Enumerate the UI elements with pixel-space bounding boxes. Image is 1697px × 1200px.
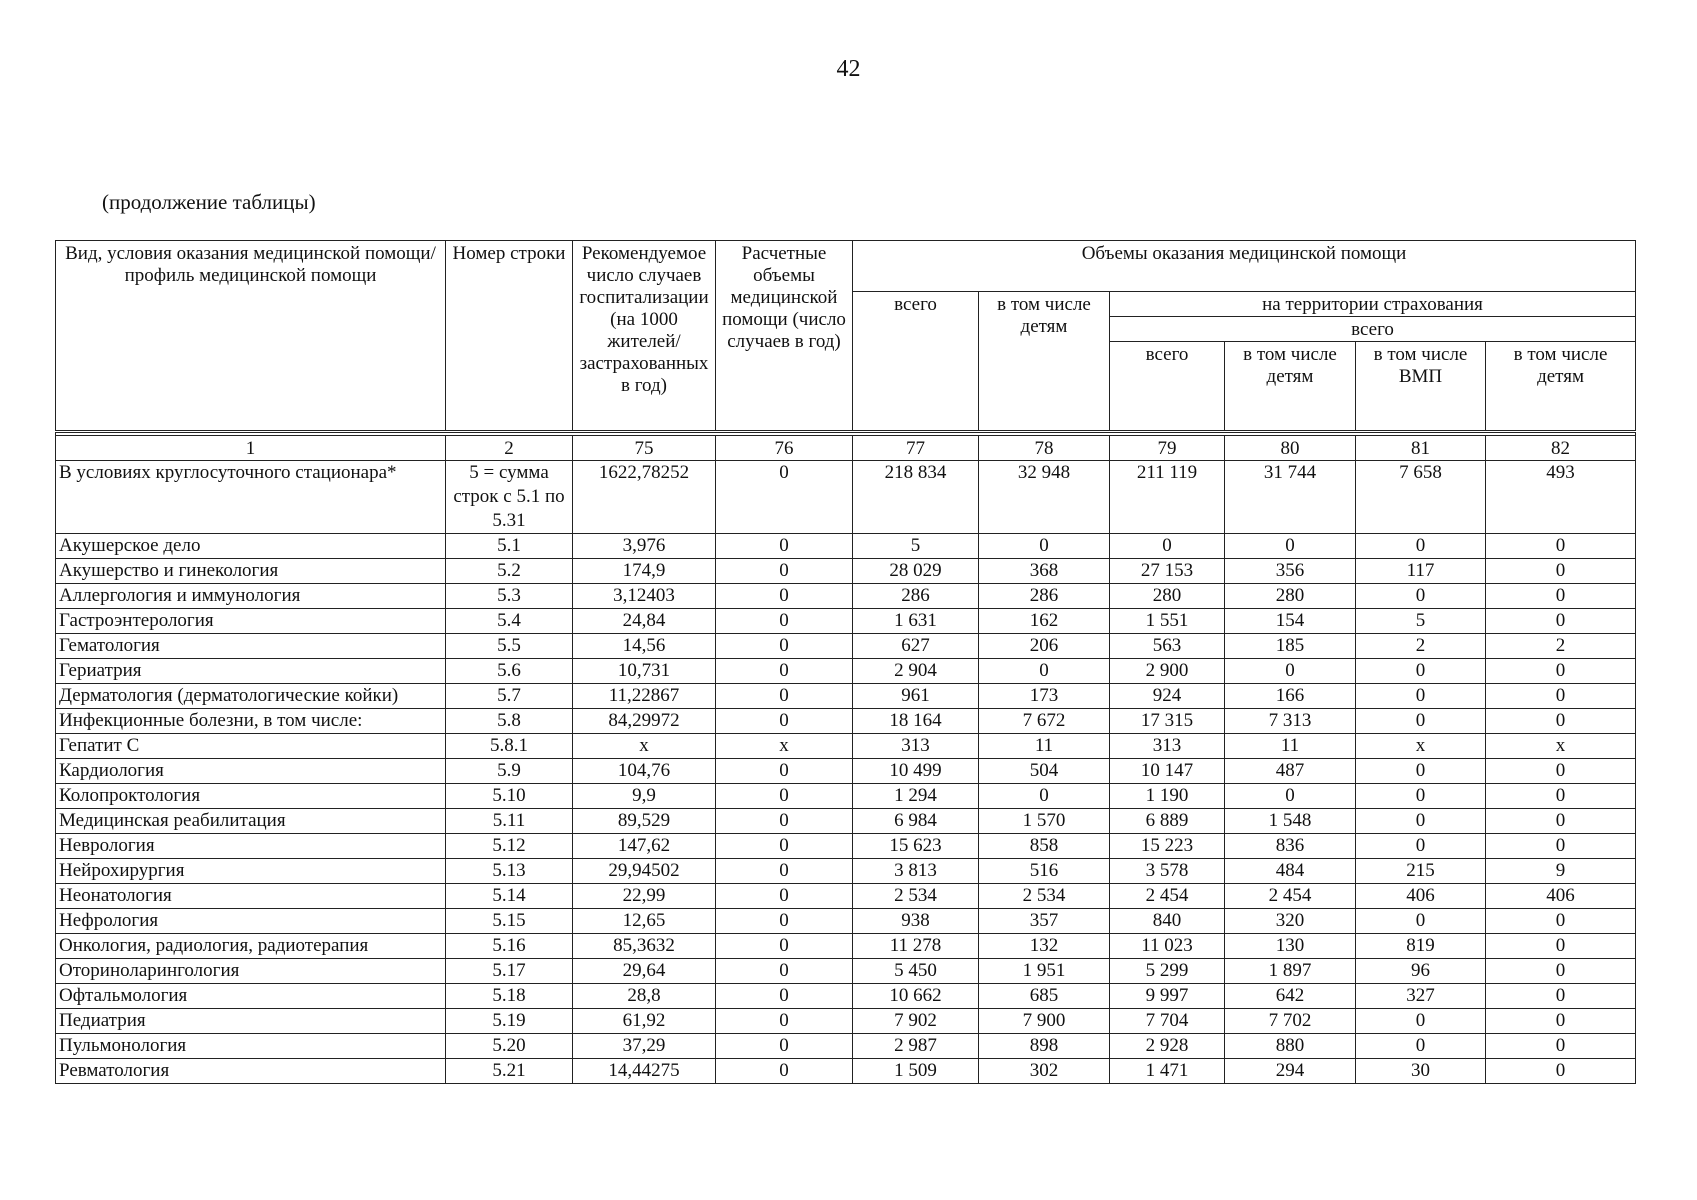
table-row bbox=[56, 734, 1636, 759]
table-row bbox=[56, 684, 1636, 709]
header-volumes: Объемы оказания медицинской помощи bbox=[853, 241, 1636, 292]
table-cell: 162 bbox=[979, 609, 1110, 634]
table-cell: 0 bbox=[1486, 809, 1636, 834]
table-cell: 5 bbox=[1356, 609, 1486, 634]
table-cell: 327 bbox=[1356, 984, 1486, 1009]
table-cell: 280 bbox=[1110, 584, 1225, 609]
table-cell: 0 bbox=[1225, 784, 1356, 809]
table-cell: 0 bbox=[716, 609, 853, 634]
table-cell: 0 bbox=[1356, 709, 1486, 734]
table-cell: 484 bbox=[1225, 859, 1356, 884]
table-cell: 5.5 bbox=[446, 634, 573, 659]
table-cell: 5 bbox=[853, 534, 979, 559]
table-row bbox=[56, 1034, 1636, 1059]
row-label: Оториноларингология bbox=[56, 959, 446, 984]
table-cell: 504 bbox=[979, 759, 1110, 784]
table-cell: 84,29972 bbox=[573, 709, 716, 734]
table-row bbox=[56, 584, 1636, 609]
table-row bbox=[56, 984, 1636, 1009]
table-cell: 6 984 bbox=[853, 809, 979, 834]
row-label: Гепатит С bbox=[56, 734, 446, 759]
table-cell: 286 bbox=[979, 584, 1110, 609]
table-body bbox=[56, 461, 1636, 1084]
table-cell: 18 164 bbox=[853, 709, 979, 734]
row-label: Нефрология bbox=[56, 909, 446, 934]
row-label: В условиях круглосуточного стационара* bbox=[56, 461, 446, 534]
table-cell: 493 bbox=[1486, 461, 1636, 534]
table-cell: 0 bbox=[979, 534, 1110, 559]
table-cell: 7 900 bbox=[979, 1009, 1110, 1034]
column-number: 80 bbox=[1225, 436, 1356, 461]
table-cell: 166 bbox=[1225, 684, 1356, 709]
table-cell: 5 299 bbox=[1110, 959, 1225, 984]
table-cell: 0 bbox=[716, 584, 853, 609]
table-cell: 938 bbox=[853, 909, 979, 934]
table-cell: 1 551 bbox=[1110, 609, 1225, 634]
header-type: Вид, условия оказания медицинской помощи/ профиль медицинской помощи bbox=[56, 241, 446, 432]
table-cell: 0 bbox=[1356, 909, 1486, 934]
table-cell: 5.16 bbox=[446, 934, 573, 959]
table-cell: 5.12 bbox=[446, 834, 573, 859]
table-cell: 0 bbox=[979, 659, 1110, 684]
table-cell: 627 bbox=[853, 634, 979, 659]
table-cell: 819 bbox=[1356, 934, 1486, 959]
table-cell: 5.8 bbox=[446, 709, 573, 734]
table-cell: 2 534 bbox=[979, 884, 1110, 909]
table-cell: 28 029 bbox=[853, 559, 979, 584]
table-cell: 0 bbox=[716, 461, 853, 534]
table-cell: 5.1 bbox=[446, 534, 573, 559]
table-cell: 7 313 bbox=[1225, 709, 1356, 734]
row-label: Гематология bbox=[56, 634, 446, 659]
table-cell: 5.19 bbox=[446, 1009, 573, 1034]
table-cell: 37,29 bbox=[573, 1034, 716, 1059]
table-cell: 11 278 bbox=[853, 934, 979, 959]
row-label: Неврология bbox=[56, 834, 446, 859]
table-cell: 0 bbox=[716, 884, 853, 909]
table-row bbox=[56, 909, 1636, 934]
table-cell: 368 bbox=[979, 559, 1110, 584]
table-cell: 0 bbox=[1486, 959, 1636, 984]
table-row bbox=[56, 884, 1636, 909]
table-cell: 104,76 bbox=[573, 759, 716, 784]
table-cell: 302 bbox=[979, 1059, 1110, 1084]
table-cell: 5.10 bbox=[446, 784, 573, 809]
table-cell: 7 704 bbox=[1110, 1009, 1225, 1034]
table-cell: 3 578 bbox=[1110, 859, 1225, 884]
table-cell: 15 623 bbox=[853, 834, 979, 859]
table-row bbox=[56, 609, 1636, 634]
table-cell: 406 bbox=[1356, 884, 1486, 909]
table-cell: 516 bbox=[979, 859, 1110, 884]
table-cell: 840 bbox=[1110, 909, 1225, 934]
volumes-table bbox=[55, 240, 1636, 1084]
table-cell: 0 bbox=[1486, 834, 1636, 859]
table-cell: х bbox=[1356, 734, 1486, 759]
table-cell: 22,99 bbox=[573, 884, 716, 909]
table-cell: 0 bbox=[716, 1059, 853, 1084]
table-cell: 0 bbox=[1486, 659, 1636, 684]
table-row bbox=[56, 859, 1636, 884]
table-cell: 0 bbox=[1356, 784, 1486, 809]
table-cell: 206 bbox=[979, 634, 1110, 659]
table-cell: 0 bbox=[1225, 534, 1356, 559]
table-cell: 29,64 bbox=[573, 959, 716, 984]
table-cell: 2 bbox=[1486, 634, 1636, 659]
table-cell: 0 bbox=[1486, 584, 1636, 609]
table-cell: 0 bbox=[1486, 1059, 1636, 1084]
header-line-number: Номер строки bbox=[446, 241, 573, 432]
header-estimated: Расчетные объемы медицинской помощи (число случаев в год) bbox=[716, 241, 853, 432]
table-cell: 30 bbox=[1356, 1059, 1486, 1084]
header-recommended: Рекомендуемое число случаев госпитализации (на 1000 жителей/ застрахованных в год) bbox=[573, 241, 716, 432]
table-cell: 5.17 bbox=[446, 959, 573, 984]
table-cell: 0 bbox=[979, 784, 1110, 809]
table-cell: 5.15 bbox=[446, 909, 573, 934]
table-cell: х bbox=[1486, 734, 1636, 759]
table-cell: 9 bbox=[1486, 859, 1636, 884]
table-cell: 313 bbox=[853, 734, 979, 759]
header-children: в том числе детям bbox=[979, 292, 1110, 432]
table-cell: 0 bbox=[1356, 584, 1486, 609]
table-cell: х bbox=[573, 734, 716, 759]
table-cell: 0 bbox=[716, 634, 853, 659]
table-cell: 1 570 bbox=[979, 809, 1110, 834]
table-cell: 0 bbox=[1486, 759, 1636, 784]
table-cell: х bbox=[716, 734, 853, 759]
table-cell: 3 813 bbox=[853, 859, 979, 884]
column-number: 81 bbox=[1356, 436, 1486, 461]
table-cell: 24,84 bbox=[573, 609, 716, 634]
table-cell: 147,62 bbox=[573, 834, 716, 859]
table-cell: 0 bbox=[1225, 659, 1356, 684]
table-cell: 5.3 bbox=[446, 584, 573, 609]
table-cell: 924 bbox=[1110, 684, 1225, 709]
table-row bbox=[56, 809, 1636, 834]
table-cell: 280 bbox=[1225, 584, 1356, 609]
row-label: Офтальмология bbox=[56, 984, 446, 1009]
table-cell: 0 bbox=[1356, 759, 1486, 784]
table-cell: 0 bbox=[716, 809, 853, 834]
table-cell: 10 499 bbox=[853, 759, 979, 784]
table-cell: 32 948 bbox=[979, 461, 1110, 534]
table-cell: 15 223 bbox=[1110, 834, 1225, 859]
table-cell: 0 bbox=[1486, 934, 1636, 959]
table-cell: 0 bbox=[716, 1034, 853, 1059]
table-cell: 5.2 bbox=[446, 559, 573, 584]
table-cell: 5.6 bbox=[446, 659, 573, 684]
table-cell: 356 bbox=[1225, 559, 1356, 584]
table-cell: 154 bbox=[1225, 609, 1356, 634]
table-row bbox=[56, 461, 1636, 534]
table-cell: 685 bbox=[979, 984, 1110, 1009]
table-cell: 7 702 bbox=[1225, 1009, 1356, 1034]
table-cell: 0 bbox=[1486, 984, 1636, 1009]
header-territory: на территории страхования bbox=[1110, 292, 1636, 317]
table-cell: 2 bbox=[1356, 634, 1486, 659]
table-cell: 10,731 bbox=[573, 659, 716, 684]
table-cell: 7 672 bbox=[979, 709, 1110, 734]
table-row bbox=[56, 1059, 1636, 1084]
table-cell: 0 bbox=[716, 759, 853, 784]
table-cell: 9,9 bbox=[573, 784, 716, 809]
table-cell: 0 bbox=[1356, 534, 1486, 559]
table-cell: 0 bbox=[716, 784, 853, 809]
table-cell: 487 bbox=[1225, 759, 1356, 784]
table-row bbox=[56, 534, 1636, 559]
table-cell: 1 631 bbox=[853, 609, 979, 634]
row-label: Кардиология bbox=[56, 759, 446, 784]
table-row bbox=[56, 634, 1636, 659]
table-cell: 0 bbox=[716, 559, 853, 584]
table-cell: 173 bbox=[979, 684, 1110, 709]
table-cell: 29,94502 bbox=[573, 859, 716, 884]
table-cell: 898 bbox=[979, 1034, 1110, 1059]
table-cell: 642 bbox=[1225, 984, 1356, 1009]
table-cell: 294 bbox=[1225, 1059, 1356, 1084]
table-cell: 1 471 bbox=[1110, 1059, 1225, 1084]
table-row bbox=[56, 709, 1636, 734]
table-cell: 0 bbox=[716, 934, 853, 959]
table-cell: 211 119 bbox=[1110, 461, 1225, 534]
table-cell: 3,12403 bbox=[573, 584, 716, 609]
header-territory-total: всего bbox=[1110, 317, 1636, 342]
table-cell: 3,976 bbox=[573, 534, 716, 559]
table-cell: 2 904 bbox=[853, 659, 979, 684]
table-cell: 10 662 bbox=[853, 984, 979, 1009]
page-number: 42 bbox=[836, 56, 861, 82]
header-tt-children: в том числе детям bbox=[1225, 342, 1356, 432]
table-cell: 0 bbox=[1486, 1034, 1636, 1059]
table-cell: 5.11 bbox=[446, 809, 573, 834]
table-cell: 0 bbox=[716, 684, 853, 709]
table-cell: 215 bbox=[1356, 859, 1486, 884]
table-cell: 31 744 bbox=[1225, 461, 1356, 534]
table-cell: 11 023 bbox=[1110, 934, 1225, 959]
row-label: Инфекционные болезни, в том числе: bbox=[56, 709, 446, 734]
row-label: Неонатология bbox=[56, 884, 446, 909]
row-label: Акушерское дело bbox=[56, 534, 446, 559]
table-cell: 0 bbox=[716, 709, 853, 734]
table-cell: 132 bbox=[979, 934, 1110, 959]
table-row bbox=[56, 834, 1636, 859]
row-label: Медицинская реабилитация bbox=[56, 809, 446, 834]
table-cell: 406 bbox=[1486, 884, 1636, 909]
table-cell: 563 bbox=[1110, 634, 1225, 659]
row-label: Нейрохирургия bbox=[56, 859, 446, 884]
table-cell: 85,3632 bbox=[573, 934, 716, 959]
table-cell: 320 bbox=[1225, 909, 1356, 934]
table-cell: 313 bbox=[1110, 734, 1225, 759]
table-cell: 12,65 bbox=[573, 909, 716, 934]
column-number-row bbox=[56, 436, 1636, 461]
table-cell: 0 bbox=[1486, 1009, 1636, 1034]
table-cell: 1 509 bbox=[853, 1059, 979, 1084]
table-cell: 1 548 bbox=[1225, 809, 1356, 834]
table-cell: 5.21 bbox=[446, 1059, 573, 1084]
table-cell: 836 bbox=[1225, 834, 1356, 859]
column-number: 77 bbox=[853, 436, 979, 461]
table-cell: 174,9 bbox=[573, 559, 716, 584]
column-number: 79 bbox=[1110, 436, 1225, 461]
table-cell: 61,92 bbox=[573, 1009, 716, 1034]
table-cell: 0 bbox=[1486, 909, 1636, 934]
table-cell: 0 bbox=[716, 909, 853, 934]
table-cell: 0 bbox=[1356, 809, 1486, 834]
header-tt-vmp-children: в том числе детям bbox=[1486, 342, 1636, 432]
table-cell: 1 294 bbox=[853, 784, 979, 809]
table-cell: 0 bbox=[716, 659, 853, 684]
table-cell: 357 bbox=[979, 909, 1110, 934]
table-row bbox=[56, 659, 1636, 684]
table-cell: 1 897 bbox=[1225, 959, 1356, 984]
table-cell: 11,22867 bbox=[573, 684, 716, 709]
table-cell: 96 bbox=[1356, 959, 1486, 984]
row-label: Колопроктология bbox=[56, 784, 446, 809]
header-tt-vmp: в том числе ВМП bbox=[1356, 342, 1486, 432]
table-cell: 2 534 bbox=[853, 884, 979, 909]
table-cell: 2 987 bbox=[853, 1034, 979, 1059]
column-number: 75 bbox=[573, 436, 716, 461]
table-cell: 0 bbox=[1486, 784, 1636, 809]
row-label: Педиатрия bbox=[56, 1009, 446, 1034]
table-cell: 2 454 bbox=[1110, 884, 1225, 909]
table-row bbox=[56, 759, 1636, 784]
table-cell: 0 bbox=[716, 834, 853, 859]
table-cell: 0 bbox=[1356, 684, 1486, 709]
table-caption: (продолжение таблицы) bbox=[102, 190, 316, 214]
row-label: Акушерство и гинекология bbox=[56, 559, 446, 584]
column-number: 1 bbox=[56, 436, 446, 461]
column-number: 78 bbox=[979, 436, 1110, 461]
table-cell: 7 902 bbox=[853, 1009, 979, 1034]
table-cell: 5.18 bbox=[446, 984, 573, 1009]
column-number: 76 bbox=[716, 436, 853, 461]
table-cell: 28,8 bbox=[573, 984, 716, 1009]
table-row bbox=[56, 784, 1636, 809]
table-cell: 6 889 bbox=[1110, 809, 1225, 834]
table-cell: 5.13 bbox=[446, 859, 573, 884]
header-total: всего bbox=[853, 292, 979, 432]
table-cell: 0 bbox=[1486, 609, 1636, 634]
table-row bbox=[56, 959, 1636, 984]
table-cell: 1622,78252 bbox=[573, 461, 716, 534]
row-label: Гериатрия bbox=[56, 659, 446, 684]
table-cell: 5 = сумма строк с 5.1 по 5.31 bbox=[446, 461, 573, 534]
table-cell: 14,56 bbox=[573, 634, 716, 659]
table-cell: 11 bbox=[1225, 734, 1356, 759]
table-cell: 5.8.1 bbox=[446, 734, 573, 759]
table-cell: 2 900 bbox=[1110, 659, 1225, 684]
row-label: Гастроэнтерология bbox=[56, 609, 446, 634]
table-cell: 0 bbox=[1486, 709, 1636, 734]
table-cell: 5.20 bbox=[446, 1034, 573, 1059]
row-label: Аллергология и иммунология bbox=[56, 584, 446, 609]
table-cell: 0 bbox=[716, 859, 853, 884]
table-cell: 0 bbox=[1356, 1034, 1486, 1059]
table-cell: 0 bbox=[1356, 834, 1486, 859]
table-cell: 14,44275 bbox=[573, 1059, 716, 1084]
table-cell: 1 190 bbox=[1110, 784, 1225, 809]
row-label: Пульмонология bbox=[56, 1034, 446, 1059]
table-cell: 0 bbox=[1486, 534, 1636, 559]
table-cell: 5.7 bbox=[446, 684, 573, 709]
table-cell: 0 bbox=[1486, 684, 1636, 709]
table-cell: 961 bbox=[853, 684, 979, 709]
table-cell: 130 bbox=[1225, 934, 1356, 959]
table-cell: 858 bbox=[979, 834, 1110, 859]
table-cell: 0 bbox=[716, 984, 853, 1009]
table-cell: 0 bbox=[716, 1009, 853, 1034]
table-cell: 0 bbox=[1356, 659, 1486, 684]
row-label: Дерматология (дерматологические койки) bbox=[56, 684, 446, 709]
table-cell: 185 bbox=[1225, 634, 1356, 659]
row-label: Ревматология bbox=[56, 1059, 446, 1084]
table-cell: 286 bbox=[853, 584, 979, 609]
header-tt-total: всего bbox=[1110, 342, 1225, 432]
table-cell: 880 bbox=[1225, 1034, 1356, 1059]
table-cell: 0 bbox=[716, 534, 853, 559]
table-cell: 5.4 bbox=[446, 609, 573, 634]
table-row bbox=[56, 1009, 1636, 1034]
table-cell: 0 bbox=[1110, 534, 1225, 559]
table-cell: 10 147 bbox=[1110, 759, 1225, 784]
table-cell: 2 454 bbox=[1225, 884, 1356, 909]
table-cell: 218 834 bbox=[853, 461, 979, 534]
table-cell: 0 bbox=[1486, 559, 1636, 584]
table-cell: 5.9 bbox=[446, 759, 573, 784]
table-cell: 0 bbox=[1356, 1009, 1486, 1034]
table-cell: 1 951 bbox=[979, 959, 1110, 984]
table-cell: 11 bbox=[979, 734, 1110, 759]
table-cell: 0 bbox=[716, 959, 853, 984]
table-cell: 2 928 bbox=[1110, 1034, 1225, 1059]
table-cell: 5.14 bbox=[446, 884, 573, 909]
row-label: Онкология, радиология, радиотерапия bbox=[56, 934, 446, 959]
column-number: 82 bbox=[1486, 436, 1636, 461]
table-cell: 17 315 bbox=[1110, 709, 1225, 734]
table-cell: 9 997 bbox=[1110, 984, 1225, 1009]
table-cell: 7 658 bbox=[1356, 461, 1486, 534]
column-number: 2 bbox=[446, 436, 573, 461]
table-row bbox=[56, 934, 1636, 959]
table-cell: 117 bbox=[1356, 559, 1486, 584]
table-cell: 27 153 bbox=[1110, 559, 1225, 584]
table-cell: 5 450 bbox=[853, 959, 979, 984]
table-cell: 89,529 bbox=[573, 809, 716, 834]
table-row bbox=[56, 559, 1636, 584]
table-header bbox=[56, 241, 1636, 461]
